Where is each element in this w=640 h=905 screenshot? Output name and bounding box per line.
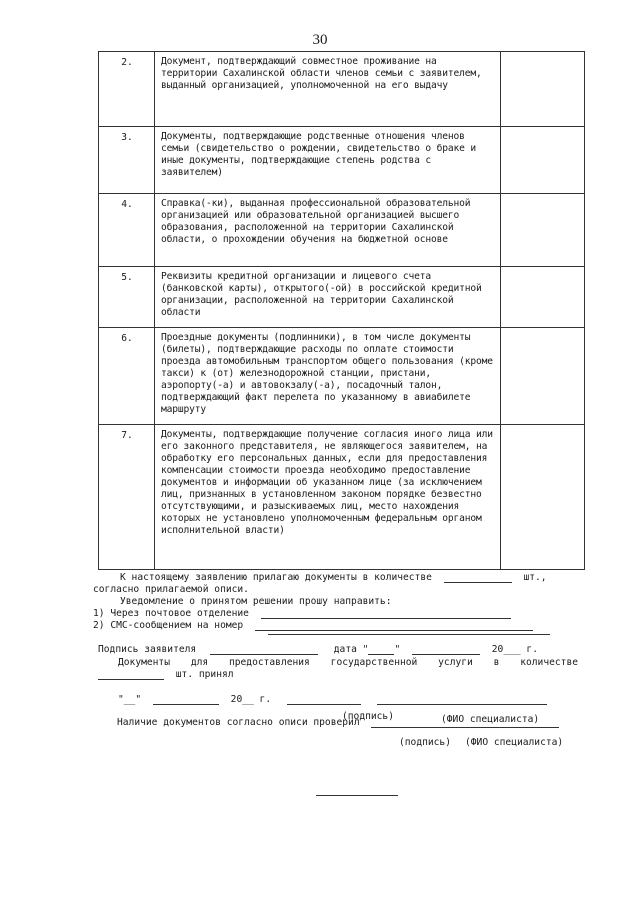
caption-fio: (ФИО специалиста): [441, 714, 540, 725]
docs-accept-line: [118, 657, 578, 668]
row-empty-cell: [501, 267, 585, 328]
accept-signature-field[interactable]: [287, 694, 361, 705]
row-empty-cell: [501, 425, 585, 570]
row-number: 2.: [99, 52, 155, 127]
row-number: 6.: [99, 328, 155, 425]
docs-word: для: [190, 657, 209, 668]
row-number: 7.: [99, 425, 155, 570]
docs-accepted-label: шт. принял: [175, 669, 234, 680]
row-text: Проездные документы (подлинники), в том числе документы (билеты), подтверждающие расходы по оплате стоимости проезда автомобильным транспортом общего пользования (кроме такси) к (от) железнодорожной станции, пристани, аэропорту(-а) и автовокзалу(-а), посадочный талон, подтверждающий факт перелета по указанному в авиабилете маршруту: [155, 328, 501, 425]
attach-line-2: согласно прилагаемой описи.: [93, 584, 249, 595]
check-field[interactable]: [371, 717, 559, 728]
attach-unit: шт.,: [523, 572, 547, 583]
row-text: Документы, подтверждающие родственные отношения членов семьи (свидетельство о рождении, свидетельство о браке и иные документы, подтверждающие степень родства с заявителем): [155, 127, 501, 194]
date-year: 20___ г.: [491, 644, 538, 655]
post-address-field[interactable]: [261, 608, 511, 619]
docs-count-field[interactable]: [98, 669, 164, 680]
option-sms-label: 2) СМС-сообщением на номер: [93, 620, 244, 631]
signature-field[interactable]: [210, 644, 318, 655]
table-row: [99, 328, 585, 425]
row-number: 3.: [99, 127, 155, 194]
docs-word: в: [493, 657, 500, 668]
date-month-field[interactable]: [412, 644, 480, 655]
table-row: [99, 194, 585, 267]
table-row: [99, 267, 585, 328]
page-number: 30: [312, 32, 328, 48]
attach-text: К настоящему заявлению прилагаю документы в количестве: [120, 572, 432, 583]
docs-word: услуги: [438, 657, 473, 668]
row-text: Справка(-ки), выданная профессиональной образовательной организацией или образовательной организацией высшего образования, расположенной на территории Сахалинской области, о прохождении обучения на бюджетной основе: [155, 194, 501, 267]
docs-word: количестве: [520, 657, 578, 668]
accept-date-month-field[interactable]: [153, 694, 219, 705]
date-label: дата: [333, 644, 357, 655]
caption-fio-2: (ФИО специалиста): [465, 737, 564, 748]
check-line: [117, 717, 559, 728]
accept-date-day: "__": [118, 694, 142, 705]
table-row: [99, 425, 585, 570]
row-empty-cell: [501, 328, 585, 425]
sms-number-field[interactable]: [255, 620, 533, 631]
row-empty-cell: [501, 194, 585, 267]
row-number: 5.: [99, 267, 155, 328]
accept-date-line: [118, 694, 547, 705]
row-empty-cell: [501, 127, 585, 194]
docs-word: Документы: [118, 657, 170, 668]
row-text: Реквизиты кредитной организации и лицевого счета (банковской карты), открытого(-ой) в российской кредитной организации, расположенной на территории Сахалинской области: [155, 267, 501, 328]
row-text: Документы, подтверждающие получение согласия иного лица или его законного представителя, не являющегося заявителем, на обработку его персональных данных, если для предоставления компенсации стоимости проезда необходимо предоставление документов и информации об указанном лице (за исключением лиц, признанных в установленном законом порядке безвестно отсутствующими, и разыскиваемых лиц, место нахождения которых не установлено уполномоченным федеральным органом исполнительной власти): [155, 425, 501, 570]
signature-line: [98, 644, 538, 655]
signature-label: Подпись заявителя: [98, 644, 197, 655]
caption-signature: (подпись): [342, 711, 394, 722]
quote-open: ": [362, 644, 369, 655]
row-empty-cell: [501, 52, 585, 127]
attach-count-field[interactable]: [444, 572, 512, 583]
sms-extra-line: [268, 634, 550, 635]
docs-word: государственной: [330, 657, 418, 668]
accept-date-year: 20__ г.: [230, 694, 272, 705]
docs-word: предоставления: [228, 657, 310, 668]
table-row: [99, 52, 585, 127]
notify-line: Уведомление о принятом решении прошу направить:: [120, 596, 392, 607]
attach-line-1: [120, 572, 547, 583]
table-row: [99, 127, 585, 194]
bottom-divider: [316, 795, 398, 796]
date-day-field[interactable]: [368, 644, 394, 655]
docs-accept-line-2: [98, 669, 234, 680]
accept-fio-field[interactable]: [377, 694, 547, 705]
option-post-label: 1) Через почтовое отделение: [93, 608, 249, 619]
row-number: 4.: [99, 194, 155, 267]
option-post: [93, 608, 511, 619]
option-sms: [93, 620, 533, 631]
check-label: Наличие документов согласно описи проверил: [117, 717, 360, 728]
quote-close: ": [394, 644, 401, 655]
row-text: Документ, подтверждающий совместное проживание на территории Сахалинской области членов семьи с заявителем, выданный организацией, уполномоченной на его выдачу: [155, 52, 501, 127]
documents-table: [98, 51, 585, 570]
caption-signature-2: (подпись): [399, 737, 451, 748]
